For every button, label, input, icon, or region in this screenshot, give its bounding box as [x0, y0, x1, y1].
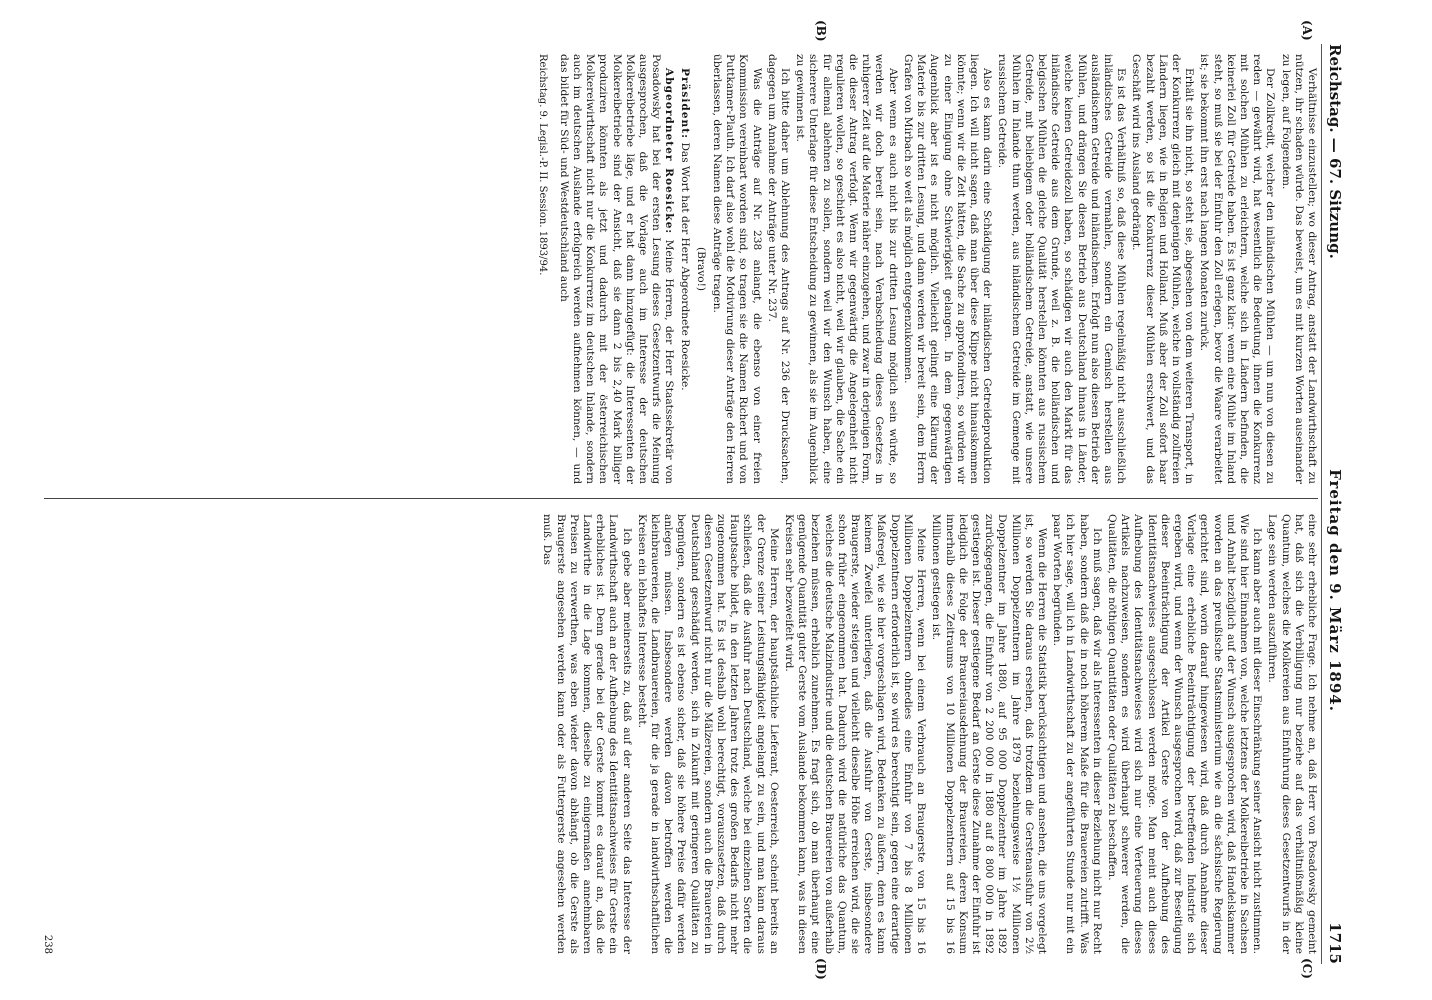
left-column	[38, 54, 1318, 484]
president-text: Das Wort hat der Herr Abgeordnete Roesicke.	[678, 142, 691, 391]
marker-b: (B)	[814, 20, 828, 42]
marker-c: (C)	[1300, 958, 1314, 979]
speaker-roesicke: Abgeordneter Roesicke:	[663, 68, 676, 235]
paragraph: Also es kann darin eine Schädigung der inländischen Getreideproduktion liegen. Ich will nicht sagen, daß man über diese Klippe nicht hinauskommen könnte; wenn wir die Zeit hätten, die Sache zu approfondiren, so würden wir zu einer Einigung ohne Schwierigkeit gelangen. In dem gegenwärtigen Augenblick aber ist es nicht möglich. Vielleicht gelingt eine Klärung der Materie bis zur dritten Lesung, und dann werden wir bereit sein, dem Herrn Grafen von Mirbach so weit als möglich entgegenzukommen.	[901, 54, 994, 484]
president-paragraph	[677, 54, 690, 484]
header-page-number: 1715	[1326, 922, 1344, 964]
paragraph: Meine Herren, wenn bei einem Verbrauch an Braugerste von 15 bis 16 Millionen Doppelzentnern ohnedies eine Einfuhr von 7 bis 8 Millionen Doppelzentnern erforderlich ist, so wird es berechtigt sein, gegen eine derartige Maßregel, wie sie hier vorgeschlagen wird, Bedenken zu äußern, denn es kann keinem Zweifel unterliegen, daß die Ausfuhr von Gerste, insbesondere Braugerste, wieder steigen und vielleicht dieselbe Höhe erreichen wird, die sie schon früher eingenommen hat. Dadurch wird die natürliche das Quantum, welches die deutsche Malzindustrie und die deutschen Brauereien von außerhalb beziehen müssen, erheblich zunehmen. Es fragt sich, ob man überhaupt eine genügende Quantität guter Gerste vom Auslande bekommen kann, was in diesen Kreisen sehr bezweifelt wird.	[783, 514, 928, 954]
column-divider	[44, 498, 1318, 499]
rotated-page-content	[38, 14, 1348, 984]
bottom-page-number: 238	[42, 934, 53, 954]
page-header	[1321, 44, 1348, 964]
paragraph: Ich gebe aber meinerseits zu, daß auf der anderen Seite das Interesse der Landwirthschaft auch an der Aufhebung des Identitätsnachweises für Gerste ein erhebliches ist. Denn gerade bei der Gerste kommt es darauf an, daß die Landwirthe in die Lage kommen, dieselbe zu einigermaßen annehmbaren Preisen zu verwerthen, was eben wieder davon abhängt, ob die Gerste als Braugerste angesehen werden kann oder als Futtergerste angesehen werden muß. Das	[541, 514, 633, 954]
paragraph: eine sehr erhebliche Frage. Ich nehme an, daß Herr von Posadowsky gemeint hat, daß sich die Verbilligung nur beziehe auf das verhältnißmäßig kleine Quantum, welches die Molkereien aus Einfuhrung dieses Gesetzentwurfs in der Lage sein werden auszuführen.	[1266, 514, 1318, 954]
paragraph: Ich kann aber auch mit dieser Einschränkung seiner Ansicht nicht zustimmen. Wie sind hier Einnahmen von, welche letztens der Molkereibetriebe in Sachsen und Anhalt bezüglich auf der Wunsch ausgesprochen wird, daß Handelskammer worden an das preußische Staatsministerium wie an die sächsische Regierung gerichtet sind, worin darauf hingewiesen wird, daß durch Annahme dieser Vorlage eine erhebliche Beeinträchtigung der betreffenden Industrie sich ergeben wird, und wenn der Wunsch ausgesprochen wird, daß zur Beseitigung dieser Beeinträchtigung der Artikel Gerste von der Aufhebung des Identitätsnachweises ausgeschlossen werden möge. Man meint auch dieses Aufhebung des Identitätsnachweises wird sich nur eine Verteuerung dieses Artikels nachzuweisen, sondern es wird überhaupt schwerer werden, die Qualitäten, die nöthigen Quantitäten oder Qualitäten zu beschaffen.	[1105, 514, 1264, 954]
left-footer: Reichstag. 9. Legisl.-P. II. Session. 1893/94.	[536, 54, 548, 276]
paragraph: Verhältnisse einzustellen; wo dieser Antrag, anstatt der Landwirthschaft zu nützen, ihr schaden würde. Das beweist, um es mit kurzen Worten auseinander zu legen, auf Folgendem.	[1279, 54, 1318, 484]
header-session: Reichstag. — 67. Sitzung.	[1326, 44, 1344, 259]
paragraph: Es ist das Verhältniß so, daß diese Mühlen regelmäßig nicht ausschließlich inländisches Getreide vermahlen, sondern ein Gemisch herstellen aus ausländischem Getreide und inländischem. Erfolgt nun also diesen Betrieb der Mühlen, und drängen Sie diesen Betrieb aus Deutschland hinaus in Länder, welche keinen Getreidezoll haben, so schädigen wir auch den Markt für das inländische Getreide aus dem Grunde, weil z. B. die holländischen und belgischen Mühlen die gleiche Qualität herstellen könnten aus russischem Getreide, mit beliebigem oder holländischem Getreide, anstatt, wie unsere Mühlen im Inlande thun werden, aus inländischem Getreide im Gemenge mit russischem Getreide.	[996, 54, 1128, 484]
header-date: Freitag den 9. März 1894.	[1326, 469, 1344, 712]
marker-d: (D)	[814, 958, 828, 980]
marker-a: (A)	[1300, 20, 1314, 41]
speaker-president: Präsident:	[678, 68, 691, 140]
paragraph: Erhält sie ihn nicht, so steht sie, abgesehen von dem weiteren Transport, in der Konkurrenz gleich mit denjenigen Mühlen, welche in vollständig zollfreien Ländern liegen, wie in Belgien und Holland. Muß aber der Zoll sofort baar bezahlt werden, so ist die Konkurrenz dieser Mühlen erschwert, und das Geschäft wird ins Ausland gedrängt.	[1130, 54, 1196, 484]
paragraph: Der Zollkredit, welcher den inländischen Mühlen — um nun von diesen zu reden — gewährt wird, hat wesentlich die Bedeutung, ihnen die Konkurrenz mit solchen Mühlen zu erleichtern, welche sich in Ländern befinden, die keinerlei Zoll für Getreide haben. Es ist ganz klar: wenn eine Mühle im Inland steht, so muß sie bei der Einfuhr den Zoll erlegen, bevor die Waare verarbeitet ist; sie bekommt ihn erst nach langen Monaten zurück.	[1198, 54, 1277, 484]
right-column	[38, 514, 1318, 954]
paragraph: Meine Herren, der hauptsächliche Lieferant, Oesterreich, scheint bereits an der Grenze seiner Leistungsfähigkeit angelangt zu sein, und man kann daraus schließen, daß die Ausfuhr nach Deutschland, welche bei einzelnen Sorten die Hauptsache bildet, in den letzten Jahren trotz des großen Bedarfs nicht mehr zugenommen hat. Es ist deshalb wohl berechtigt, vorauszusetzen, daß durch diesen Gesetzentwurf nicht nur die Mälzereien, sondern auch die Brauereien in Deutschland geschädigt werden, sich in Zukunft mit geringeren Qualitäten zu begnügen, sondern es ist ebenso sicher, daß sie höhere Preise dafür werden anlegen müssen. Insbesondere werden davon betroffen werden die kleinbrauereien, die Landbrauereien, für die ja gerade in landwirthschaftlichen Kreisen ein lebhaftes Interesse besteht.	[635, 514, 780, 954]
paragraph: Ich muß sagen, daß wir als Interessenten in dieser Beziehung nicht nur Recht haben, sondern daß die in noch höherem Maße für die Brauereien zutrifft. Was ich hier sage, will ich in Landwirthschaft zu der angeführten Stunde nur mit ein paar Worten begründen.	[1051, 514, 1103, 954]
paragraph: Wenn die Herren die Statistik berücksichtigen und ansehen, die uns vorgelegt ist, so werden Sie daraus ersehen, daß trotzdem die Gerstenausfuhr von 2½ Millionen Doppelzentnern im Jahre 1879 beziehungsweise 1½ Millionen Doppelzentner im Jahre 1880, auf 95 000 Doppelzentner im Jahre 1892 zurückgegangen, die Einfuhr von 2 200 000 in 1880 auf 8 800 000 in 1892 gestiegen ist. Dieser gestiegene Bedarf an Gerste diese Zunahme der Einfuhr ist lediglich die Folge der Brauereiausdehnung der Brauereien, deren Konsum innerhalb dieses Zeitraums von 10 Millionen Doppelzentnern auf 15 bis 16 Millionen gestiegen ist.	[930, 514, 1048, 954]
paragraph: Aber wenn es auch nicht bis zur dritten Lesung möglich sein würde, so werden wir doch bereit sein, nach Verabschiedung dieses Gesetzes in ruhigerer Zeit auf die Materie näher einzugehen, und zwar in derjenigen Form, die dieser Antrag verfolgt. Wenn wir gegenwärtig die Angelegenheit nicht regulieren wollen, so geschieht es also nicht, weil wir glauben, die Sache ein für allemal ablehnen zu sollen, sondern weil wir den Wunsch haben, eine sicherere Unterlage für diese Entscheidung zu gewinnen, als sie im Augenblick zu gewinnen ist.	[794, 54, 899, 484]
paragraph: Ich bitte daher um Ablehnung des Antrags auf Nr. 236 der Drucksachen, dagegen um Annahme der Anträge unter Nr. 237.	[765, 54, 792, 484]
paragraph: Was die Anträge auf Nr. 238 anlangt, die ebenso von einer freien Kommission vereinbart worden sind, so tragen sie die Namen Richert und von Puttkamer-Plauth. Ich darf also wohl die Motivirung dieser Anträge den Herren überlassen, deren Namen diese Anträge tragen.	[711, 54, 763, 484]
roesicke-text: Meine Herren, der Herr Staatssekretär von Posadowsky hat bei der ersten Lesung dieses Gesetzentwurfs die Meinung ausgesprochen, daß die Vorlage auch im Interesse der deutschen Molkereibetriebe läge, und er hat dann hinzugefügt: die Interessenten der Molkereibetriebe sind der Ansicht, daß sie dann 2 bis 2,40 Mark billiger produziren könnten als jetzt und dadurch mit der österreichischen Molkereiwirthschaft nicht nur die Konkurrenz im deutschen Inlande, sondern auch im deutschen Auslande erfolgreich werden aufnehmen können, — und das bildet für Süd- und Westdeutschland auch	[557, 54, 676, 484]
roesicke-paragraph	[557, 54, 676, 484]
applause-note: (Bravo!)	[694, 246, 707, 292]
